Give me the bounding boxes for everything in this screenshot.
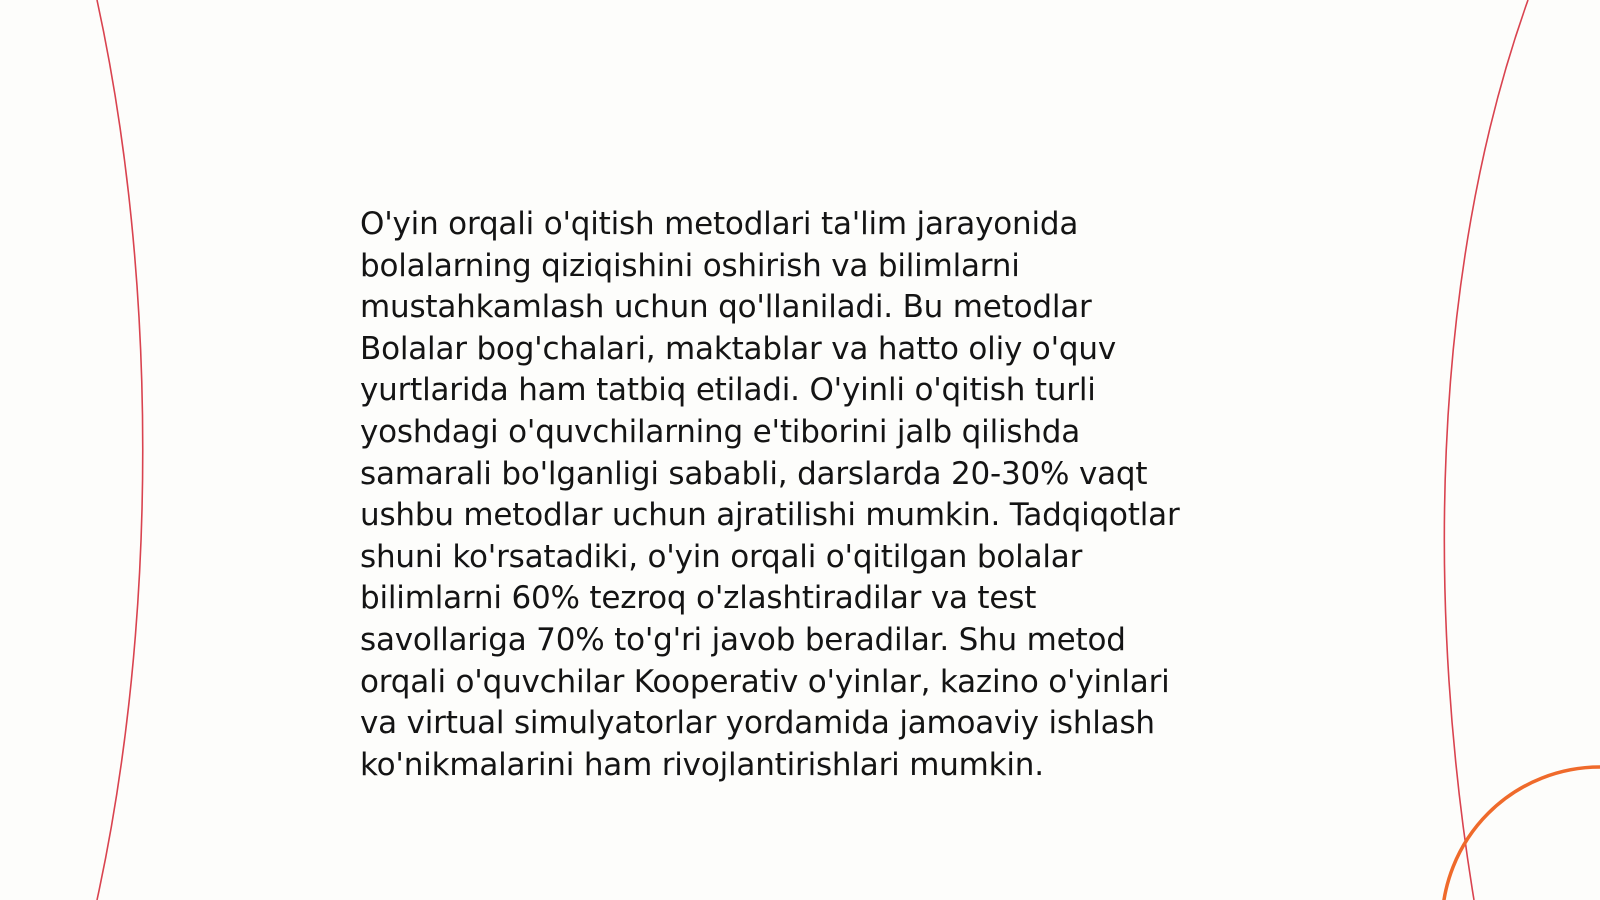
paragraph-line: O'yin orqali o'qitish metodlari ta'lim jarayonida	[360, 206, 1079, 242]
paragraph-line: Bolalar bog'chalari, maktablar va hatto oliy o'quv	[360, 330, 1116, 367]
orange-circle-decoration	[1442, 767, 1600, 900]
paragraph-line: ko'nikmalarini ham rivojlantirishlari mumkin.	[360, 746, 1044, 783]
left-arc-decoration	[97, 0, 143, 900]
paragraph-line: orqali o'quvchilar Kooperativ o'yinlar, kazino o'yinlari	[360, 663, 1170, 700]
paragraph-line: bolalarning qiziqishini oshirish va bilimlarni	[360, 247, 1020, 284]
body-paragraph	[360, 204, 1260, 786]
paragraph-line: yurtlarida ham tatbiq etiladi. O'yinli o'qitish turli	[360, 372, 1096, 409]
paragraph-line: yoshdagi o'quvchilarning e'tiborini jalb qilishda	[360, 413, 1081, 450]
paragraph-line: samarali bo'lganligi sababli, darslarda 20-30% vaqt	[360, 455, 1148, 492]
paragraph-line: bilimlarni 60% tezroq o'zlashtiradilar va test	[360, 580, 1037, 617]
paragraph-line: ushbu metodlar uchun ajratilishi mumkin. Tadqiqotlar	[360, 497, 1180, 534]
paragraph-line: mustahkamlash uchun qo'llaniladi. Bu metodlar	[360, 289, 1092, 326]
paragraph-line: savollariga 70% to'g'ri javob beradilar. Shu metod	[360, 621, 1126, 658]
paragraph-line: va virtual simulyatorlar yordamida jamoaviy ishlash	[360, 705, 1155, 742]
right-arc-decoration	[1444, 0, 1528, 900]
paragraph-line: shuni ko'rsatadiki, o'yin orqali o'qitilgan bolalar	[360, 538, 1083, 575]
